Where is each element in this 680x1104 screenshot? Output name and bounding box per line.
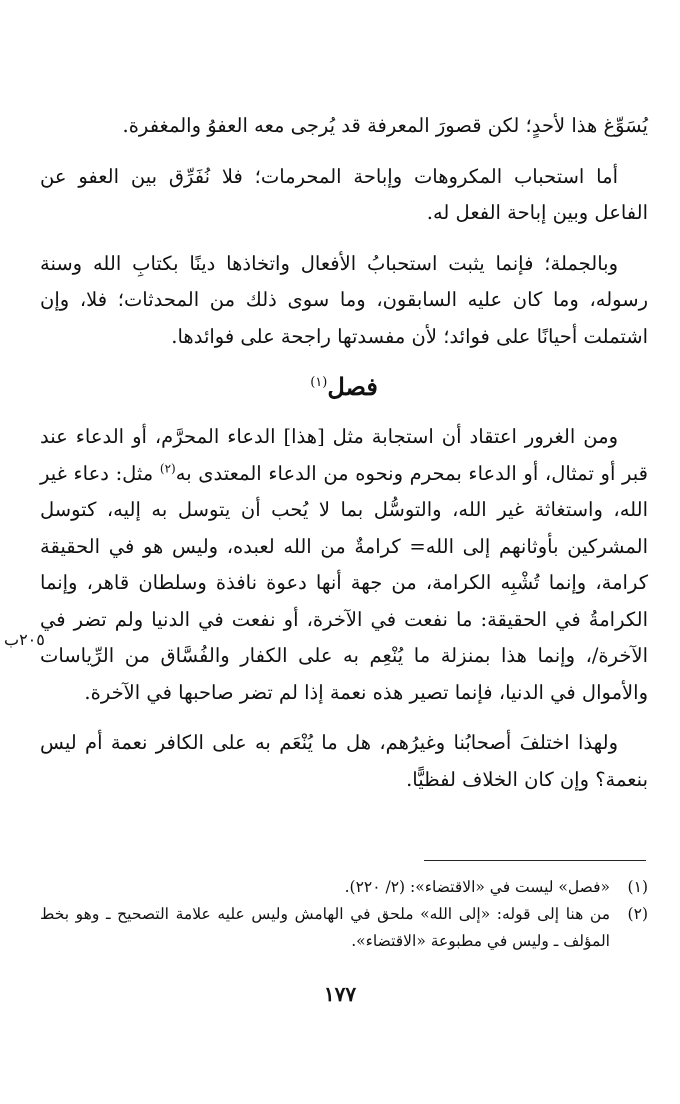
paragraph-4-part-2: مثل: دعاء غير الله، واستغاثة غير الله، والتوسُّل بما لا يُحب أن يتوسل به إليه، كتوسل المشركين بأوثانهم إلى الله= كرامةٌ من الله لعبده، وليس هو في الحقيقة كرامة، وإنما تُشْبِه الكرامة، من جهة أنها دعوة نافذة وسلطان قاهر، وإنما الكرامةُ في الحقيقة: ما نفعت في الآخرة، أو نفعت في الدنيا ولم تضر في الآخرة/، وإنما هذا بمنزلة ما يُنْعِم به على الكفار والفُسَّاق من الرِّياسات والأموال في الدنيا، فإنما تصير هذه نعمة إذا لم تضر صاحبها في الآخرة. (40, 461, 648, 704)
paragraph-4-part-1: ومن الغرور اعتقاد أن استجابة مثل [هذا] الدعاء المحرَّم، أو الدعاء عند قبر أو تمثال، أو الدعاء بمحرم ونحوه من الدعاء المعتدى به (40, 425, 648, 485)
footnote-number: (١) (627, 878, 648, 896)
paragraph-4 (40, 419, 648, 711)
main-text (40, 108, 648, 798)
paragraph-2: أما استحباب المكروهات وإباحة المحرمات؛ فلا نُفَرِّق بين العفو عن الفاعل وبين إباحة الفعل له. (40, 164, 648, 224)
section-title: فصل (327, 372, 378, 401)
paragraph-1: يُسَوِّغ هذا لأحدٍ؛ لكن قصورَ المعرفة قد يُرجى معه العفوُ والمغفرة. (122, 114, 648, 137)
paragraph-5: ولهذا اختلفَ أصحابُنا وغيرُهم، هل ما يُنْعَم به على الكافر نعمة أم ليس بنعمة؟ وإن كان الخلاف لفظيًّا. (40, 731, 648, 791)
page-number: ١٧٧ (323, 982, 357, 1006)
footnote-item (40, 874, 648, 901)
paragraph-3: وبالجملة؛ فإنما يثبت استحبابُ الأفعال واتخاذها دينًا بكتابِ الله وسنة رسوله، وما كان عليه السابقون، وما سوى ذلك من المحدثات؛ فلا، وإن اشتملت أحيانًا على فوائد؛ لأن مفسدتها راجحة على فوائدها. (40, 251, 648, 348)
footnotes (40, 874, 648, 955)
footnote-number: (٢) (627, 905, 648, 923)
section-footnote-ref: (١) (310, 375, 328, 390)
section-heading (40, 365, 648, 405)
footnote-text: من هنا إلى قوله: «إلى الله» ملحق في الهامش وليس عليه علامة التصحيح ـ وهو بخط المؤلف ـ وليس في مطبوعة «الاقتضاء». (40, 905, 610, 950)
footnote-item (40, 901, 648, 955)
footnote-text: «فصل» ليست في «الاقتضاء»: (٢/ ٢٢٠). (344, 878, 610, 896)
manuscript-folio-note: ٢٠٥ب (4, 630, 45, 649)
footnote-ref-2: (٢) (159, 461, 176, 475)
footnote-divider (424, 860, 646, 861)
